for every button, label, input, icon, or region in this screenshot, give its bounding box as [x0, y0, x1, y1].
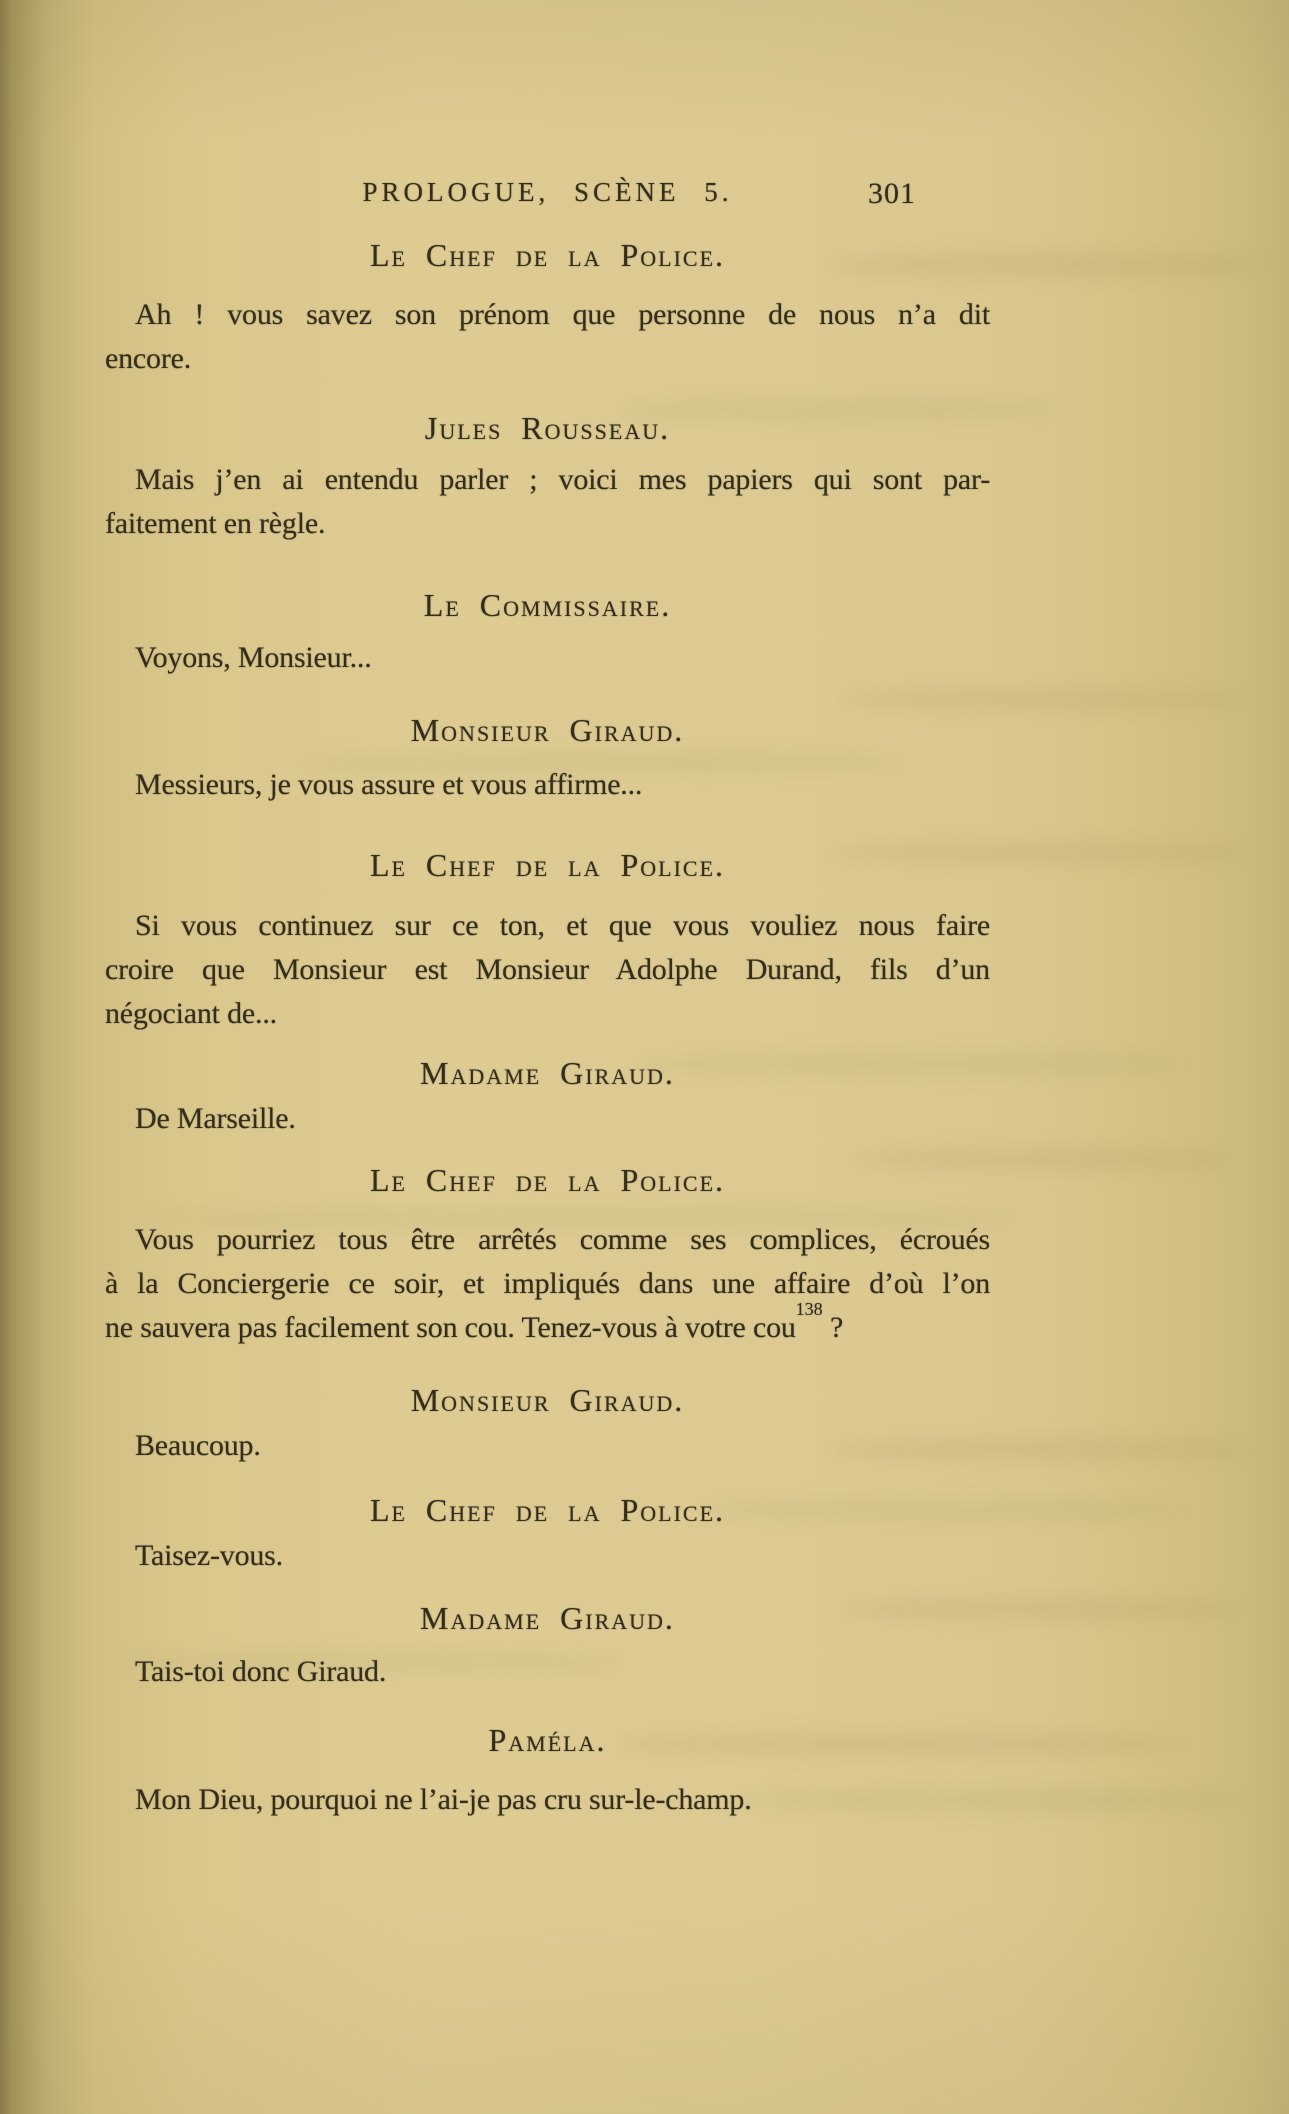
speaker-heading: Jules Rousseau.: [424, 410, 671, 446]
dialogue-line: négociant de...: [105, 997, 277, 1030]
dialogue-paragraph: [105, 1778, 990, 1822]
dialogue-line: Ah ! vous savez son prénom que personne de nous n’a dit: [135, 298, 990, 331]
dialogue-line-text: ?: [822, 1311, 844, 1344]
speaker-heading: Le Chef de la Police.: [369, 1162, 726, 1198]
dialogue-paragraph: [105, 293, 990, 381]
dialogue-line-text: ne sauvera pas facilement son cou. Tenez-vous à votre cou: [105, 1311, 796, 1344]
dialogue-line: De Marseille.: [135, 1102, 296, 1135]
speaker-heading: Madame Giraud.: [420, 1055, 675, 1091]
speaker-heading: Le Chef de la Police.: [369, 237, 726, 273]
speaker-heading: Monsieur Giraud.: [410, 1382, 685, 1418]
dialogue-paragraph: [105, 1650, 990, 1694]
speaker-heading: Le Commissaire.: [423, 587, 672, 623]
dialogue-paragraph: [105, 904, 990, 1036]
dialogue-line: croire que Monsieur est Monsieur Adolphe Durand, fils d’un: [105, 953, 990, 986]
dialogue-paragraph: [105, 636, 990, 680]
dialogue-line: Beaucoup.: [135, 1429, 261, 1462]
dialogue-line: Mon Dieu, pourquoi ne l’ai-je pas cru sur-le-champ.: [135, 1783, 752, 1816]
dialogue-line: Tais-toi donc Giraud.: [135, 1655, 387, 1688]
speaker-heading: Madame Giraud.: [420, 1600, 675, 1636]
running-header: PROLOGUE, SCÈNE 5.: [362, 177, 733, 207]
speaker-heading: Le Chef de la Police.: [369, 1492, 726, 1528]
dialogue-paragraph: [105, 1097, 990, 1141]
speaker-heading: Le Chef de la Police.: [369, 847, 726, 883]
dialogue-line: à la Conciergerie ce soir, et impliqués dans une affaire d’où l’on: [105, 1267, 990, 1300]
dialogue-paragraph: [105, 1424, 990, 1468]
speaker-heading: Monsieur Giraud.: [410, 712, 685, 748]
dialogue-line: Taisez-vous.: [135, 1539, 283, 1572]
dialogue-line: encore.: [105, 342, 192, 375]
footnote-reference: 138: [795, 1299, 823, 1319]
dialogue-paragraph: [105, 763, 990, 807]
dialogue-paragraph: [105, 458, 990, 546]
dialogue-line: [105, 1299, 990, 1350]
dialogue-line: faitement en règle.: [105, 507, 326, 540]
speaker-heading: Paméla.: [488, 1722, 607, 1758]
page-number: 301: [868, 177, 916, 210]
dialogue-line: Si vous continuez sur ce ton, et que vous vouliez nous faire: [135, 909, 990, 942]
dialogue-paragraph: [105, 1534, 990, 1578]
dialogue-line: Messieurs, je vous assure et vous affirme...: [135, 768, 643, 801]
dialogue-line: Voyons, Monsieur...: [135, 641, 372, 674]
dialogue-paragraph: [105, 1218, 990, 1350]
dialogue-line: Mais j’en ai entendu parler ; voici mes papiers qui sont par-: [135, 463, 990, 496]
dialogue-line: Vous pourriez tous être arrêtés comme ses complices, écroués: [135, 1223, 990, 1256]
